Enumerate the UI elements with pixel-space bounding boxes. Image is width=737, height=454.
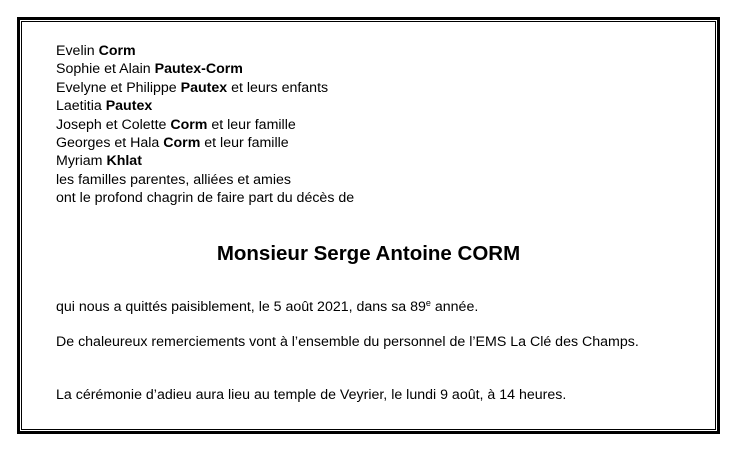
family-given-names: Myriam: [56, 153, 107, 170]
family-surname: Corm: [98, 43, 136, 59]
family-line: [56, 79, 354, 97]
family-given-names: Evelin: [56, 43, 99, 59]
family-list: [56, 42, 354, 208]
family-suffix: et leurs enfants: [227, 79, 329, 96]
family-suffix: et leur famille: [200, 135, 289, 152]
family-surname: Pautex-Corm: [154, 61, 243, 78]
family-given-names: Georges et Hala: [56, 135, 164, 152]
family-given-names: Evelyne et Philippe: [56, 79, 181, 96]
family-surname: Corm: [163, 135, 201, 152]
deceased-name: Monsieur Serge Antoine CORM: [216, 242, 521, 265]
family-surname: Khlat: [106, 153, 142, 170]
announcement-line: ont le profond chagrin de faire part du décès de: [56, 190, 355, 207]
ordinal-superscript: e: [425, 298, 431, 308]
family-suffix: et leur famille: [207, 116, 296, 133]
family-line: [56, 42, 354, 60]
family-given-names: Laetitia: [56, 98, 106, 115]
relatives-line: les familles parentes, alliées et amies: [56, 171, 291, 188]
family-line: [56, 134, 354, 152]
passing-paragraph: [56, 298, 666, 316]
family-given-names: Joseph et Colette: [56, 116, 171, 133]
family-given-names: Sophie et Alain: [56, 61, 155, 78]
thanks-paragraph: De chaleureux remerciements vont à l’ensemble du personnel de l’EMS La Clé des Champs.: [56, 334, 639, 350]
passing-text-end: année.: [430, 299, 479, 315]
family-surname: Corm: [170, 116, 208, 133]
family-line: [56, 60, 354, 78]
family-line: [56, 116, 354, 134]
family-line: [56, 152, 354, 170]
ceremony-paragraph: La cérémonie d’adieu aura lieu au temple de Veyrier, le lundi 9 août, à 14 heures.: [56, 387, 567, 403]
family-line: [56, 97, 354, 115]
family-surname: Pautex: [105, 98, 153, 115]
passing-text: qui nous a quittés paisiblement, le 5 août 2021, dans sa 89: [56, 299, 426, 315]
family-surname: Pautex: [180, 79, 228, 96]
